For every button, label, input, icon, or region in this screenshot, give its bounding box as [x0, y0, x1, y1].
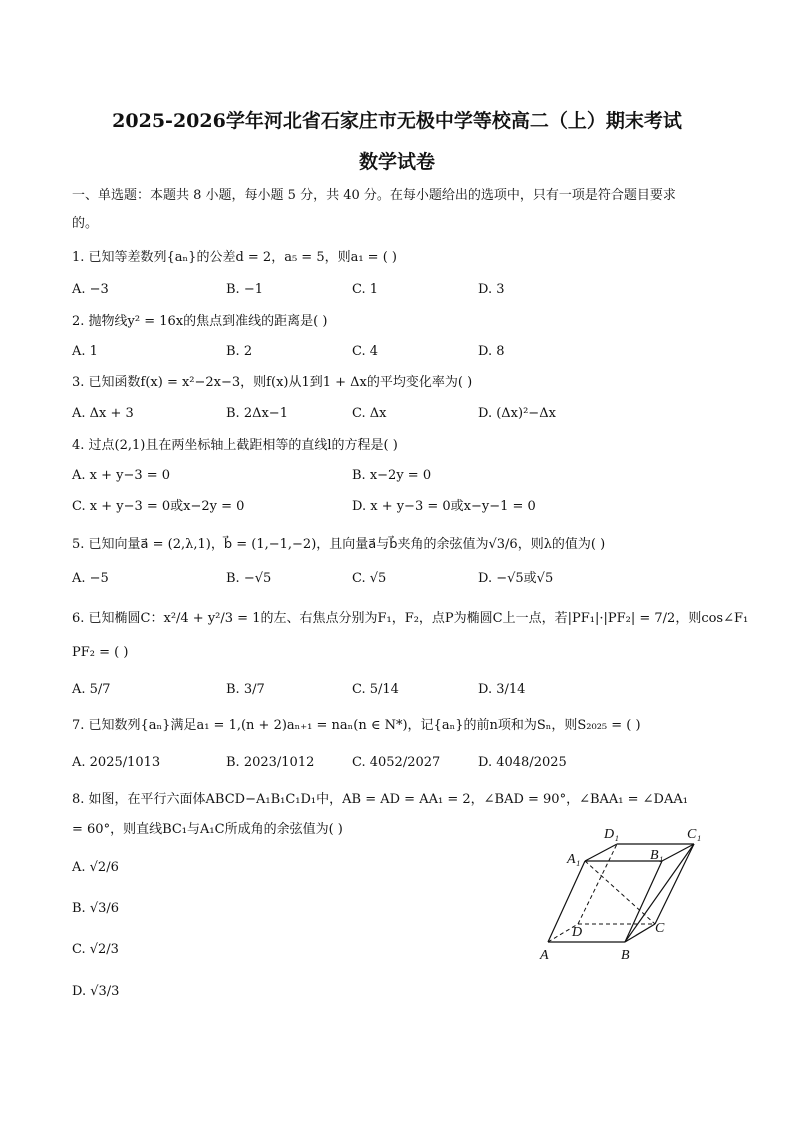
label-a: A — [540, 948, 549, 963]
question-3-option-a: A. Δx + 3 — [72, 406, 134, 421]
question-5-option-c: C. √5 — [352, 571, 387, 586]
question-7-option-c: C. 4052/2027 — [352, 755, 441, 770]
question-7-option-b: B. 2023/1012 — [226, 755, 315, 770]
question-6-option-c: C. 5/14 — [352, 682, 399, 697]
question-8-option-c: C. √2/3 — [72, 942, 119, 957]
question-6-option-d: D. 3/14 — [478, 682, 526, 697]
question-8-stem-line2: = 60°，则直线BC₁与A₁C所成角的余弦值为( ) — [72, 822, 343, 837]
question-6-option-a: A. 5/7 — [72, 682, 111, 697]
question-3-option-b: B. 2Δx−1 — [226, 406, 288, 421]
question-5-stem: 5. 已知向量a⃗ = (2,λ,1)，b⃗ = (1,−1,−2)，且向量a⃗与b⃗夹角的余弦值为√3/6，则λ的值为( ) — [72, 537, 606, 552]
hidden-segment-a1-c — [585, 861, 655, 924]
section-header-line2: 的。 — [72, 216, 99, 231]
question-6-stem-line2: PF₂ = ( ) — [72, 645, 129, 660]
label-b1: B₁ — [650, 848, 664, 863]
question-4-option-d: D. x + y−3 = 0或x−y−1 = 0 — [352, 499, 536, 514]
question-8-option-d: D. √3/3 — [72, 984, 120, 999]
label-d: D — [572, 925, 583, 940]
question-3-option-c: C. Δx — [352, 406, 387, 421]
question-4-option-b: B. x−2y = 0 — [352, 468, 432, 483]
question-7-option-d: D. 4048/2025 — [478, 755, 567, 770]
question-3-option-d: D. (Δx)²−Δx — [478, 406, 556, 421]
question-7-stem: 7. 已知数列{aₙ}满足a₁ = 1,(n + 2)aₙ₊₁ = naₙ(n ∈ N*)，记{aₙ}的前n项和为Sₙ，则S₂₀₂₅ = ( ) — [72, 718, 641, 733]
question-1-stem: 1. 已知等差数列{aₙ}的公差d = 2，a₅ = 5，则a₁ = ( ) — [72, 250, 397, 265]
question-6-stem-line1: 6. 已知椭圆C：x²/4 + y²/3 = 1的左、右焦点分别为F₁，F₂，点P为椭圆C上一点，若|PF₁|·|PF₂| = 7/2，则cos∠F₁ — [72, 611, 749, 626]
question-4-stem: 4. 过点(2,1)且在两坐标轴上截距相等的直线l的方程是( ) — [72, 438, 398, 453]
question-8-stem-line1: 8. 如图，在平行六面体ABCD−A₁B₁C₁D₁中，AB = AD = AA₁ = 2，∠BAD = 90°，∠BAA₁ = ∠DAA₁ — [72, 792, 688, 807]
question-8-option-a: A. √2/6 — [72, 860, 119, 875]
question-5-option-a: A. −5 — [72, 571, 109, 586]
question-1-option-b: B. −1 — [226, 282, 263, 297]
edge-a1-d1 — [585, 844, 617, 861]
label-d1: D₁ — [604, 827, 619, 842]
label-b: B — [621, 948, 630, 963]
question-2-stem: 2. 抛物线y² = 16x的焦点到准线的距离是( ) — [72, 314, 328, 329]
parallelepiped-figure — [530, 818, 730, 968]
exam-subtitle: 数学试卷 — [358, 151, 435, 173]
exam-title: 2025-2026学年河北省石家庄市无极中学等校高二（上）期末考试 — [112, 110, 682, 132]
section-header-line1: 一、单选题：本题共 8 小题，每小题 5 分，共 40 分。在每小题给出的选项中，只有一项是符合题目要求 — [72, 188, 676, 203]
question-2-option-b: B. 2 — [226, 344, 253, 359]
label-c1: C₁ — [687, 827, 702, 842]
question-2-option-d: D. 8 — [478, 344, 505, 359]
question-2-option-c: C. 4 — [352, 344, 379, 359]
question-2-option-a: A. 1 — [72, 344, 98, 359]
question-5-option-b: B. −√5 — [226, 571, 272, 586]
label-c: C — [655, 921, 665, 936]
question-4-option-a: A. x + y−3 = 0 — [72, 468, 171, 483]
question-7-option-a: A. 2025/1013 — [72, 755, 161, 770]
question-3-stem: 3. 已知函数f(x) = x²−2x−3，则f(x)从1到1 + Δx的平均变化率为( ) — [72, 375, 473, 390]
question-1-option-c: C. 1 — [352, 282, 379, 297]
question-5-option-d: D. −√5或√5 — [478, 571, 554, 586]
question-4-option-c: C. x + y−3 = 0或x−2y = 0 — [72, 499, 245, 514]
label-a1: A₁ — [567, 852, 581, 867]
question-1-option-a: A. −3 — [72, 282, 109, 297]
question-6-option-b: B. 3/7 — [226, 682, 265, 697]
question-1-option-d: D. 3 — [478, 282, 505, 297]
question-8-option-b: B. √3/6 — [72, 901, 120, 916]
hidden-edge-d-d1 — [578, 844, 617, 924]
